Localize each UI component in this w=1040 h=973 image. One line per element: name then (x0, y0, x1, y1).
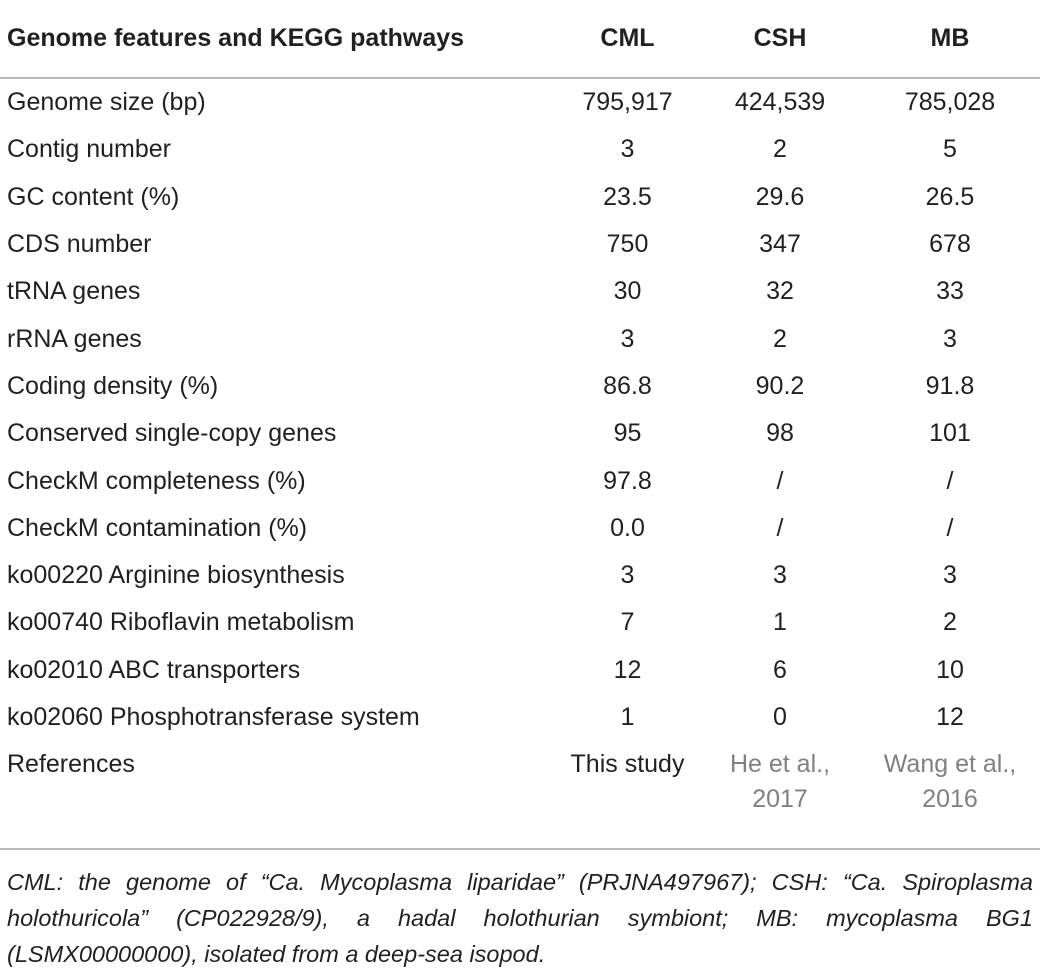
mb-cell: 785,028 (904, 88, 996, 117)
table-row (0, 363, 1040, 410)
cml-cell: 1 (620, 703, 635, 731)
table-row (0, 457, 1040, 504)
table-row (0, 174, 1040, 221)
cml-cell: 0.0 (610, 513, 645, 542)
cml-cell: 97.8 (603, 466, 652, 495)
table-row (0, 552, 1040, 599)
cml-cell: 23.5 (603, 182, 652, 211)
cml-cell: 750 (606, 230, 649, 259)
header-cml: CML (555, 0, 700, 78)
csh-cell: / (776, 466, 784, 495)
cml-cell: 30 (613, 277, 642, 306)
mb-cell: / (946, 513, 954, 542)
mb-cell: 5 (943, 135, 957, 164)
row-label: Contig number (7, 135, 171, 164)
mb-cell: 3 (943, 324, 957, 353)
csh-reference-line1: He et al., (729, 750, 831, 779)
mb-reference-line2: 2016 (922, 785, 978, 814)
csh-cell: 98 (766, 419, 794, 448)
mb-cell: 26.5 (925, 182, 975, 211)
csh-cell: 6 (773, 655, 787, 684)
csh-cell: 90.2 (755, 371, 805, 400)
table-row (0, 78, 1040, 126)
csh-cell: 3 (773, 561, 787, 590)
cml-cell: 3 (620, 324, 635, 353)
mb-cell: 3 (943, 561, 957, 590)
table-row (0, 599, 1040, 646)
csh-cell: 347 (759, 230, 801, 259)
cml-cell: 95 (613, 419, 642, 448)
mb-cell: 10 (936, 655, 964, 684)
csh-cell: 29.6 (755, 182, 805, 211)
table-body (0, 78, 1040, 817)
row-label: Conserved single-copy genes (7, 419, 337, 448)
csh-cell: 2 (773, 324, 787, 353)
table-row (0, 126, 1040, 173)
table-row (0, 221, 1040, 268)
row-label: ko02060 Phosphotransferase system (7, 703, 420, 731)
table-row (0, 647, 1040, 694)
table-row (0, 268, 1040, 315)
row-label: Coding density (%) (7, 371, 219, 400)
csh-cell: 1 (773, 608, 787, 637)
header-csh: CSH (700, 0, 860, 78)
table-row (0, 505, 1040, 552)
mb-cell: / (946, 466, 954, 495)
references-label: References (7, 750, 135, 779)
csh-cell: 424,539 (734, 88, 826, 117)
cml-cell: 7 (620, 608, 635, 637)
mb-cell: 12 (936, 703, 964, 731)
cml-reference: This study (570, 750, 685, 779)
row-label: ko00740 Riboflavin metabolism (7, 608, 355, 637)
row-label: tRNA genes (7, 277, 141, 306)
csh-cell: 0 (773, 703, 787, 731)
table-row (0, 315, 1040, 362)
mb-reference (860, 741, 1040, 817)
mb-reference-line1: Wang et al., (883, 750, 1017, 779)
csh-cell: 2 (773, 135, 787, 164)
row-label: ko00220 Arginine biosynthesis (7, 561, 345, 590)
row-label: CDS number (7, 230, 152, 259)
row-label: ko02010 ABC transporters (7, 655, 301, 684)
mb-cell: 678 (929, 230, 971, 259)
row-label: GC content (%) (7, 182, 180, 211)
table-footnote: CML: the genome of “Ca. Mycoplasma liparidae” (PRJNA497967); CSH: “Ca. Spiroplasma holothuricola” (CP022928/9), a hadal holothurian symbiont; MB: mycoplasma BG1 (LSMX00000000), isolated from a deep-sea isopod. (0, 848, 1040, 972)
table-header (0, 0, 1040, 78)
csh-cell: / (776, 513, 784, 542)
cml-cell: 12 (613, 655, 642, 684)
header-mb: MB (860, 0, 1040, 78)
cml-cell: 86.8 (603, 371, 652, 400)
row-label: Genome size (bp) (7, 88, 206, 117)
cml-cell: 3 (620, 561, 635, 590)
row-label: CheckM contamination (%) (7, 513, 308, 542)
csh-reference (700, 741, 860, 817)
mb-cell: 2 (943, 608, 957, 637)
csh-cell: 32 (766, 277, 794, 306)
references-row (0, 741, 1040, 817)
header-row (0, 0, 1040, 78)
row-label: CheckM completeness (%) (7, 466, 306, 495)
cml-cell: 3 (620, 135, 635, 164)
mb-cell: 101 (929, 419, 971, 448)
csh-reference-line2: 2017 (752, 785, 808, 814)
mb-cell: 91.8 (925, 371, 975, 400)
cml-cell: 795,917 (582, 88, 673, 117)
row-label: rRNA genes (7, 324, 142, 353)
mb-cell: 33 (936, 277, 964, 306)
table-row (0, 694, 1040, 741)
table-row (0, 410, 1040, 457)
header-features: Genome features and KEGG pathways (0, 0, 555, 78)
